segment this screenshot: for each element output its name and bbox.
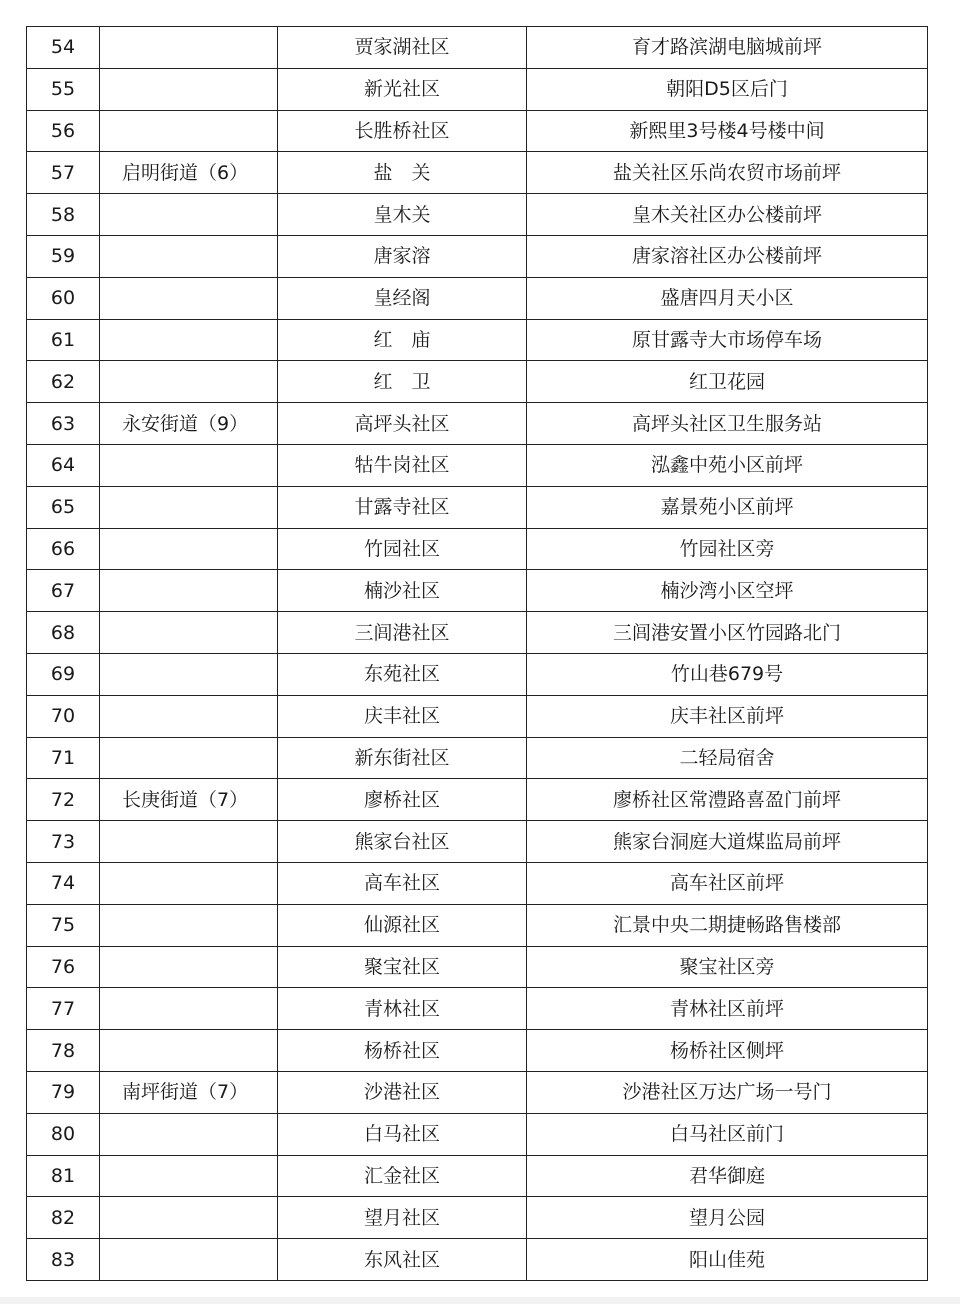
row-number-cell: 82 [27, 1197, 100, 1239]
table-row [27, 1113, 928, 1155]
table-row [27, 235, 928, 277]
row-number-cell: 62 [27, 361, 100, 403]
community-name-cell: 唐家溶 [278, 235, 527, 277]
site-table [26, 26, 928, 1281]
table-row [27, 821, 928, 863]
table-row [27, 110, 928, 152]
table-row [27, 1239, 928, 1281]
community-name-cell: 白马社区 [278, 1113, 527, 1155]
row-number-cell: 74 [27, 862, 100, 904]
table-row [27, 1155, 928, 1197]
site-location-cell: 青林社区前坪 [527, 988, 928, 1030]
page-bottom-edge [0, 1297, 960, 1304]
community-name-cell: 竹园社区 [278, 528, 527, 570]
table-row [27, 612, 928, 654]
street-name-cell [100, 27, 278, 69]
street-name-cell [100, 486, 278, 528]
table-row [27, 1030, 928, 1072]
street-name-cell [100, 653, 278, 695]
community-name-cell: 甘露寺社区 [278, 486, 527, 528]
table-row [27, 27, 928, 69]
site-location-cell: 新熙里3号楼4号楼中间 [527, 110, 928, 152]
site-location-cell: 育才路滨湖电脑城前坪 [527, 27, 928, 69]
table-row [27, 1071, 928, 1113]
site-location-cell: 白马社区前门 [527, 1113, 928, 1155]
table-row [27, 68, 928, 110]
community-name-cell: 聚宝社区 [278, 946, 527, 988]
street-name-cell [100, 528, 278, 570]
site-location-cell: 红卫花园 [527, 361, 928, 403]
site-location-cell: 竹园社区旁 [527, 528, 928, 570]
row-number-cell: 75 [27, 904, 100, 946]
site-location-cell: 杨桥社区侧坪 [527, 1030, 928, 1072]
site-location-cell: 廖桥社区常澧路喜盈门前坪 [527, 779, 928, 821]
row-number-cell: 60 [27, 277, 100, 319]
row-number-cell: 58 [27, 194, 100, 236]
row-number-cell: 80 [27, 1113, 100, 1155]
street-name-cell [100, 1113, 278, 1155]
community-name-cell: 望月社区 [278, 1197, 527, 1239]
community-name-cell: 东风社区 [278, 1239, 527, 1281]
community-name-cell: 红 卫 [278, 361, 527, 403]
table-row [27, 194, 928, 236]
community-name-cell: 仙源社区 [278, 904, 527, 946]
site-location-cell: 皇木关社区办公楼前坪 [527, 194, 928, 236]
street-name-cell [100, 1155, 278, 1197]
row-number-cell: 71 [27, 737, 100, 779]
site-location-cell: 盐关社区乐尚农贸市场前坪 [527, 152, 928, 194]
street-name-cell [100, 1197, 278, 1239]
street-name-cell: 启明街道（6） [100, 152, 278, 194]
street-name-cell [100, 904, 278, 946]
street-name-cell [100, 110, 278, 152]
row-number-cell: 73 [27, 821, 100, 863]
site-location-cell: 望月公园 [527, 1197, 928, 1239]
community-name-cell: 熊家台社区 [278, 821, 527, 863]
street-name-cell: 长庚街道（7） [100, 779, 278, 821]
street-name-cell [100, 570, 278, 612]
table-row [27, 862, 928, 904]
street-name-cell [100, 821, 278, 863]
row-number-cell: 77 [27, 988, 100, 1030]
community-name-cell: 牯牛岗社区 [278, 444, 527, 486]
table-row [27, 486, 928, 528]
site-location-cell: 高坪头社区卫生服务站 [527, 403, 928, 445]
row-number-cell: 78 [27, 1030, 100, 1072]
site-location-cell: 朝阳D5区后门 [527, 68, 928, 110]
street-name-cell [100, 361, 278, 403]
table-row [27, 653, 928, 695]
site-location-cell: 嘉景苑小区前坪 [527, 486, 928, 528]
community-name-cell: 贾家湖社区 [278, 27, 527, 69]
row-number-cell: 56 [27, 110, 100, 152]
row-number-cell: 57 [27, 152, 100, 194]
table-row [27, 988, 928, 1030]
site-location-cell: 阳山佳苑 [527, 1239, 928, 1281]
table-row [27, 528, 928, 570]
community-name-cell: 新东街社区 [278, 737, 527, 779]
site-location-cell: 楠沙湾小区空坪 [527, 570, 928, 612]
site-location-cell: 二轻局宿舍 [527, 737, 928, 779]
row-number-cell: 70 [27, 695, 100, 737]
table-row [27, 570, 928, 612]
community-name-cell: 长胜桥社区 [278, 110, 527, 152]
site-location-cell: 沙港社区万达广场一号门 [527, 1071, 928, 1113]
street-name-cell [100, 194, 278, 236]
table-row [27, 779, 928, 821]
street-name-cell [100, 1239, 278, 1281]
street-name-cell [100, 444, 278, 486]
table-row [27, 695, 928, 737]
row-number-cell: 83 [27, 1239, 100, 1281]
site-location-cell: 原甘露寺大市场停车场 [527, 319, 928, 361]
street-name-cell [100, 68, 278, 110]
street-name-cell [100, 862, 278, 904]
table-row [27, 946, 928, 988]
community-name-cell: 三闾港社区 [278, 612, 527, 654]
table-row [27, 361, 928, 403]
table-row [27, 444, 928, 486]
street-name-cell [100, 319, 278, 361]
document-page [26, 26, 928, 1281]
community-name-cell: 汇金社区 [278, 1155, 527, 1197]
row-number-cell: 55 [27, 68, 100, 110]
site-location-cell: 盛唐四月天小区 [527, 277, 928, 319]
table-row [27, 277, 928, 319]
site-location-cell: 君华御庭 [527, 1155, 928, 1197]
site-location-cell: 三闾港安置小区竹园路北门 [527, 612, 928, 654]
site-location-cell: 泓鑫中苑小区前坪 [527, 444, 928, 486]
site-location-cell: 聚宝社区旁 [527, 946, 928, 988]
community-name-cell: 庆丰社区 [278, 695, 527, 737]
community-name-cell: 盐 关 [278, 152, 527, 194]
community-name-cell: 杨桥社区 [278, 1030, 527, 1072]
row-number-cell: 72 [27, 779, 100, 821]
table-row [27, 319, 928, 361]
table-row [27, 1197, 928, 1239]
street-name-cell [100, 988, 278, 1030]
row-number-cell: 66 [27, 528, 100, 570]
row-number-cell: 68 [27, 612, 100, 654]
community-name-cell: 楠沙社区 [278, 570, 527, 612]
table-body [27, 27, 928, 1281]
table-row [27, 403, 928, 445]
community-name-cell: 高车社区 [278, 862, 527, 904]
site-location-cell: 庆丰社区前坪 [527, 695, 928, 737]
row-number-cell: 64 [27, 444, 100, 486]
row-number-cell: 76 [27, 946, 100, 988]
site-location-cell: 唐家溶社区办公楼前坪 [527, 235, 928, 277]
street-name-cell [100, 1030, 278, 1072]
row-number-cell: 65 [27, 486, 100, 528]
street-name-cell [100, 277, 278, 319]
table-row [27, 152, 928, 194]
site-location-cell: 高车社区前坪 [527, 862, 928, 904]
street-name-cell [100, 946, 278, 988]
row-number-cell: 79 [27, 1071, 100, 1113]
community-name-cell: 东苑社区 [278, 653, 527, 695]
community-name-cell: 青林社区 [278, 988, 527, 1030]
site-location-cell: 汇景中央二期捷畅路售楼部 [527, 904, 928, 946]
row-number-cell: 63 [27, 403, 100, 445]
street-name-cell [100, 737, 278, 779]
table-row [27, 737, 928, 779]
row-number-cell: 61 [27, 319, 100, 361]
community-name-cell: 高坪头社区 [278, 403, 527, 445]
street-name-cell: 南坪街道（7） [100, 1071, 278, 1113]
row-number-cell: 54 [27, 27, 100, 69]
community-name-cell: 红 庙 [278, 319, 527, 361]
street-name-cell: 永安街道（9） [100, 403, 278, 445]
row-number-cell: 69 [27, 653, 100, 695]
row-number-cell: 59 [27, 235, 100, 277]
community-name-cell: 新光社区 [278, 68, 527, 110]
street-name-cell [100, 235, 278, 277]
community-name-cell: 皇木关 [278, 194, 527, 236]
community-name-cell: 廖桥社区 [278, 779, 527, 821]
site-location-cell: 熊家台洞庭大道煤监局前坪 [527, 821, 928, 863]
row-number-cell: 81 [27, 1155, 100, 1197]
street-name-cell [100, 695, 278, 737]
row-number-cell: 67 [27, 570, 100, 612]
community-name-cell: 皇经阁 [278, 277, 527, 319]
community-name-cell: 沙港社区 [278, 1071, 527, 1113]
street-name-cell [100, 612, 278, 654]
table-row [27, 904, 928, 946]
site-location-cell: 竹山巷679号 [527, 653, 928, 695]
